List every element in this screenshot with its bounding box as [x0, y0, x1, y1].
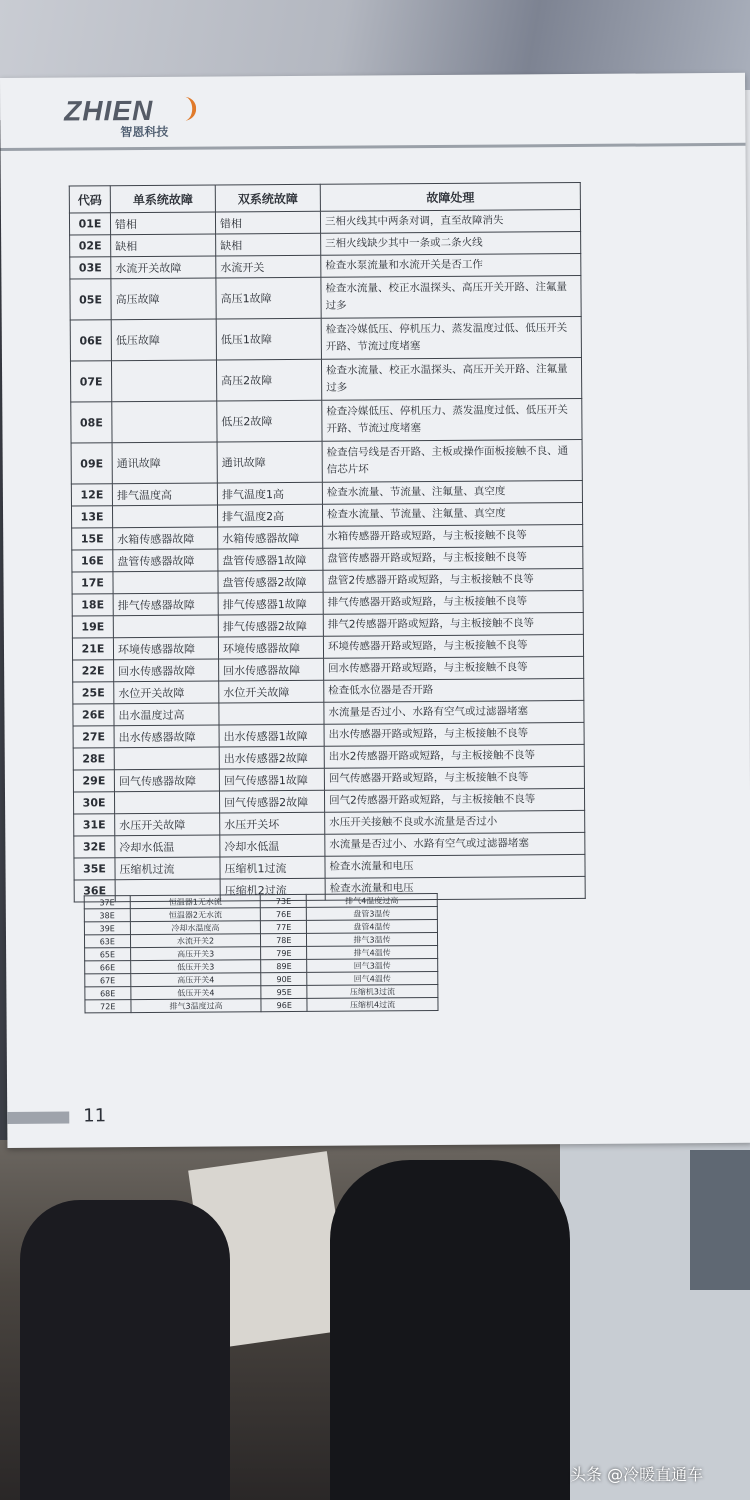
fault-code: 13E — [71, 506, 112, 528]
single-system-fault: 排气传感器故障 — [113, 593, 218, 616]
fault-code: 08E — [71, 402, 112, 443]
dual-system-fault: 回水传感器故障 — [219, 658, 324, 681]
single-system-fault: 水流开关故障 — [111, 256, 216, 279]
fault-code: 18E — [72, 594, 113, 616]
fault-code: 22E — [73, 660, 114, 682]
dual-system-fault: 排气传感器2故障 — [218, 614, 323, 637]
background-leg-left — [20, 1200, 230, 1500]
watermark: 头条 @冷暖直通车 — [570, 1465, 704, 1484]
dual-system-fault: 通讯故障 — [217, 441, 322, 483]
dual-system-fault: 水压开关坏 — [220, 812, 325, 835]
fault-code: 16E — [72, 550, 113, 572]
single-system-fault: 回水传感器故障 — [114, 659, 219, 682]
fault-handling: 三相火线缺少其中一条或二条火线 — [321, 231, 581, 255]
fault-handling: 三相火线其中两条对调，直至故障消失 — [320, 209, 580, 233]
header-handling: 故障处理 — [320, 182, 580, 211]
fault-code: 36E — [74, 880, 115, 902]
table-header-row — [69, 182, 580, 213]
fault-code: 21E — [72, 638, 113, 660]
dual-system-fault: 高压1故障 — [216, 277, 321, 319]
fault-right: 压缩机3过流 — [307, 984, 438, 998]
fault-handling: 检查信号线是否开路、主板或操作面板接触不良、通信芯片坏 — [322, 439, 582, 482]
fault-code: 03E — [70, 257, 111, 279]
fault-handling: 检查水流量、校正水温探头、高压开关开路、注氟量过多 — [321, 357, 581, 400]
dual-system-fault — [219, 702, 324, 725]
background-device-screen — [690, 1150, 750, 1290]
fault-left: 高压开关4 — [130, 973, 261, 987]
single-system-fault: 通讯故障 — [112, 442, 217, 484]
fault-left: 高压开关3 — [130, 947, 261, 961]
fault-handling: 排气2传感器开路或短路，与主板接触不良等 — [323, 612, 583, 636]
page-number-bar — [7, 1112, 69, 1124]
fault-handling: 检查冷媒低压、停机压力、蒸发温度过低、低压开关开路、节流过度堵塞 — [321, 316, 581, 359]
brand-logo — [64, 95, 168, 141]
code-right: 89E — [261, 959, 307, 972]
single-system-fault: 出水传感器故障 — [114, 725, 219, 748]
dual-system-fault: 盘管传感器2故障 — [218, 570, 323, 593]
fault-left: 恒温器2无水流 — [130, 908, 261, 922]
fault-right: 回气3温传 — [307, 958, 438, 972]
dual-system-fault: 压缩机2过流 — [220, 878, 325, 901]
fault-code: 28E — [73, 748, 114, 770]
fault-handling: 盘管传感器开路或短路，与主板接触不良等 — [323, 546, 583, 570]
fault-code: 29E — [73, 770, 114, 792]
background-leg-right — [330, 1160, 570, 1500]
single-system-fault: 环境传感器故障 — [113, 637, 218, 660]
fault-code: 01E — [69, 213, 110, 235]
single-system-fault — [111, 360, 216, 402]
single-system-fault — [113, 571, 218, 594]
fault-code: 12E — [71, 484, 112, 506]
fault-code: 15E — [72, 528, 113, 550]
dual-system-fault: 低压2故障 — [217, 400, 322, 442]
dual-system-fault: 回气传感器2故障 — [219, 790, 324, 813]
fault-handling: 回气传感器开路或短路，与主板接触不良等 — [324, 766, 584, 790]
dual-system-fault: 水流开关 — [216, 255, 321, 278]
fault-code: 35E — [74, 858, 115, 880]
fault-code: 30E — [73, 792, 114, 814]
dual-system-fault: 排气温度2高 — [217, 504, 322, 527]
code-right: 90E — [261, 972, 307, 985]
dual-system-fault: 出水传感器2故障 — [219, 746, 324, 769]
fault-code-table — [69, 182, 586, 903]
fault-code: 26E — [73, 704, 114, 726]
fault-code: 27E — [73, 726, 114, 748]
extra-fault-code-table — [84, 893, 439, 1013]
fault-right: 排气4温度过高 — [306, 893, 437, 907]
fault-right: 排气4温传 — [307, 945, 438, 959]
table-row — [71, 398, 582, 443]
fault-handling: 检查水流量、节流量、注氟量、真空度 — [322, 480, 582, 504]
single-system-fault: 水箱传感器故障 — [113, 527, 218, 550]
code-left: 38E — [84, 909, 130, 922]
dual-system-fault: 排气传感器1故障 — [218, 592, 323, 615]
code-left: 65E — [85, 948, 131, 961]
code-left: 63E — [84, 935, 130, 948]
single-system-fault: 错相 — [110, 212, 215, 235]
fault-code: 17E — [72, 572, 113, 594]
fault-left: 冷却水温度高 — [130, 921, 261, 935]
code-right: 95E — [261, 985, 307, 998]
fault-right: 盘管4温传 — [306, 919, 437, 933]
logo-text-cn: 智恩科技 — [120, 124, 169, 140]
fault-code: 06E — [70, 320, 111, 361]
code-right: 79E — [261, 946, 307, 959]
fault-code: 07E — [70, 361, 111, 402]
dual-system-fault: 环境传感器故障 — [218, 636, 323, 659]
code-right: 78E — [261, 933, 307, 946]
table-row — [70, 275, 581, 320]
single-system-fault: 水压开关故障 — [115, 813, 220, 836]
fault-right: 排气3温传 — [307, 932, 438, 946]
code-left: 67E — [85, 974, 131, 987]
code-left: 68E — [85, 987, 131, 1000]
single-system-fault: 低压故障 — [111, 319, 216, 361]
fault-code: 25E — [73, 682, 114, 704]
fault-handling: 回气2传感器开路或短路，与主板接触不良等 — [324, 788, 584, 812]
fault-handling: 检查水流量和电压 — [325, 854, 585, 878]
fault-handling: 检查水泵流量和水流开关是否工作 — [321, 253, 581, 277]
fault-code: 02E — [70, 235, 111, 257]
fault-handling: 检查低水位器是否开路 — [324, 678, 584, 702]
fault-left: 排气3温度过高 — [131, 999, 262, 1013]
fault-code: 31E — [74, 814, 115, 836]
fault-handling: 水流量是否过小、水路有空气或过滤器堵塞 — [324, 700, 584, 724]
code-right: 96E — [261, 998, 307, 1011]
table-row — [70, 316, 581, 361]
dual-system-fault: 水位开关故障 — [219, 680, 324, 703]
table-row — [70, 357, 581, 402]
dual-system-fault: 冷却水低温 — [220, 834, 325, 857]
single-system-fault: 压缩机过流 — [115, 857, 220, 880]
fault-handling: 检查水流量和电压 — [325, 876, 585, 900]
header-divider — [0, 143, 745, 151]
fault-left: 水流开关2 — [130, 934, 261, 948]
fault-handling: 回水传感器开路或短路，与主板接触不良等 — [324, 656, 584, 680]
fault-left: 低压开关4 — [130, 986, 261, 1000]
code-right: 73E — [261, 894, 307, 907]
single-system-fault — [112, 505, 217, 528]
dual-system-fault: 出水传感器1故障 — [219, 724, 324, 747]
fault-left: 恒温器1无水流 — [130, 895, 261, 909]
page-number: 11 — [83, 1105, 107, 1127]
fault-right: 盘管3温传 — [306, 906, 437, 920]
dual-system-fault: 回气传感器1故障 — [219, 768, 324, 791]
dual-system-fault: 压缩机1过流 — [220, 856, 325, 879]
single-system-fault: 冷却水低温 — [115, 835, 220, 858]
code-right: 76E — [261, 907, 307, 920]
single-system-fault — [113, 615, 218, 638]
dual-system-fault: 低压1故障 — [216, 318, 321, 360]
dual-system-fault: 排气温度1高 — [217, 482, 322, 505]
manual-page — [0, 73, 750, 1148]
single-system-fault — [114, 791, 219, 814]
single-system-fault: 高压故障 — [111, 278, 216, 320]
dual-system-fault: 缺相 — [216, 233, 321, 256]
code-left: 72E — [85, 1000, 131, 1013]
fault-code: 05E — [70, 279, 111, 320]
code-right: 77E — [261, 920, 307, 933]
fault-right: 回气4温传 — [307, 971, 438, 985]
single-system-fault: 缺相 — [111, 234, 216, 257]
fault-handling: 检查冷媒低压、停机压力、蒸发温度过低、低压开关开路、节流过度堵塞 — [322, 398, 582, 441]
logo-text-en: ZHIEN — [64, 94, 154, 127]
fault-handling: 水流量是否过小、水路有空气或过滤器堵塞 — [325, 832, 585, 856]
logo-arc-icon — [176, 97, 196, 121]
header-code: 代码 — [69, 186, 110, 213]
fault-code: 19E — [72, 616, 113, 638]
single-system-fault: 排气温度高 — [112, 483, 217, 506]
fault-handling: 环境传感器开路或短路，与主板接触不良等 — [323, 634, 583, 658]
code-left: 37E — [84, 896, 130, 909]
header-dual-system: 双系统故障 — [215, 184, 320, 212]
dual-system-fault: 错相 — [215, 211, 320, 234]
dual-system-fault: 高压2故障 — [216, 359, 321, 401]
fault-handling: 检查水流量、校正水温探头、高压开关开路、注氟量过多 — [321, 275, 581, 318]
fault-handling: 水压开关接触不良或水流量是否过小 — [325, 810, 585, 834]
fault-code: 32E — [74, 836, 115, 858]
dual-system-fault: 水箱传感器故障 — [218, 526, 323, 549]
header-single-system: 单系统故障 — [110, 185, 215, 213]
single-system-fault: 盘管传感器故障 — [113, 549, 218, 572]
table-row — [71, 439, 582, 484]
fault-handling: 水箱传感器开路或短路，与主板接触不良等 — [323, 524, 583, 548]
fault-handling: 检查水流量、节流量、注氟量、真空度 — [322, 502, 582, 526]
dual-system-fault: 盘管传感器1故障 — [218, 548, 323, 571]
fault-left: 低压开关3 — [130, 960, 261, 974]
single-system-fault — [112, 401, 217, 443]
single-system-fault: 水位开关故障 — [114, 681, 219, 704]
extra-table-row — [85, 997, 438, 1012]
single-system-fault: 回气传感器故障 — [114, 769, 219, 792]
single-system-fault — [114, 747, 219, 770]
fault-handling: 出水2传感器开路或短路，与主板接触不良等 — [324, 744, 584, 768]
single-system-fault: 出水温度过高 — [114, 703, 219, 726]
fault-code: 09E — [71, 443, 112, 484]
fault-handling: 排气传感器开路或短路，与主板接触不良等 — [323, 590, 583, 614]
code-left: 39E — [84, 922, 130, 935]
fault-handling: 盘管2传感器开路或短路，与主板接触不良等 — [323, 568, 583, 592]
fault-right: 压缩机4过流 — [307, 997, 438, 1011]
fault-handling: 出水传感器开路或短路，与主板接触不良等 — [324, 722, 584, 746]
code-left: 66E — [85, 961, 131, 974]
